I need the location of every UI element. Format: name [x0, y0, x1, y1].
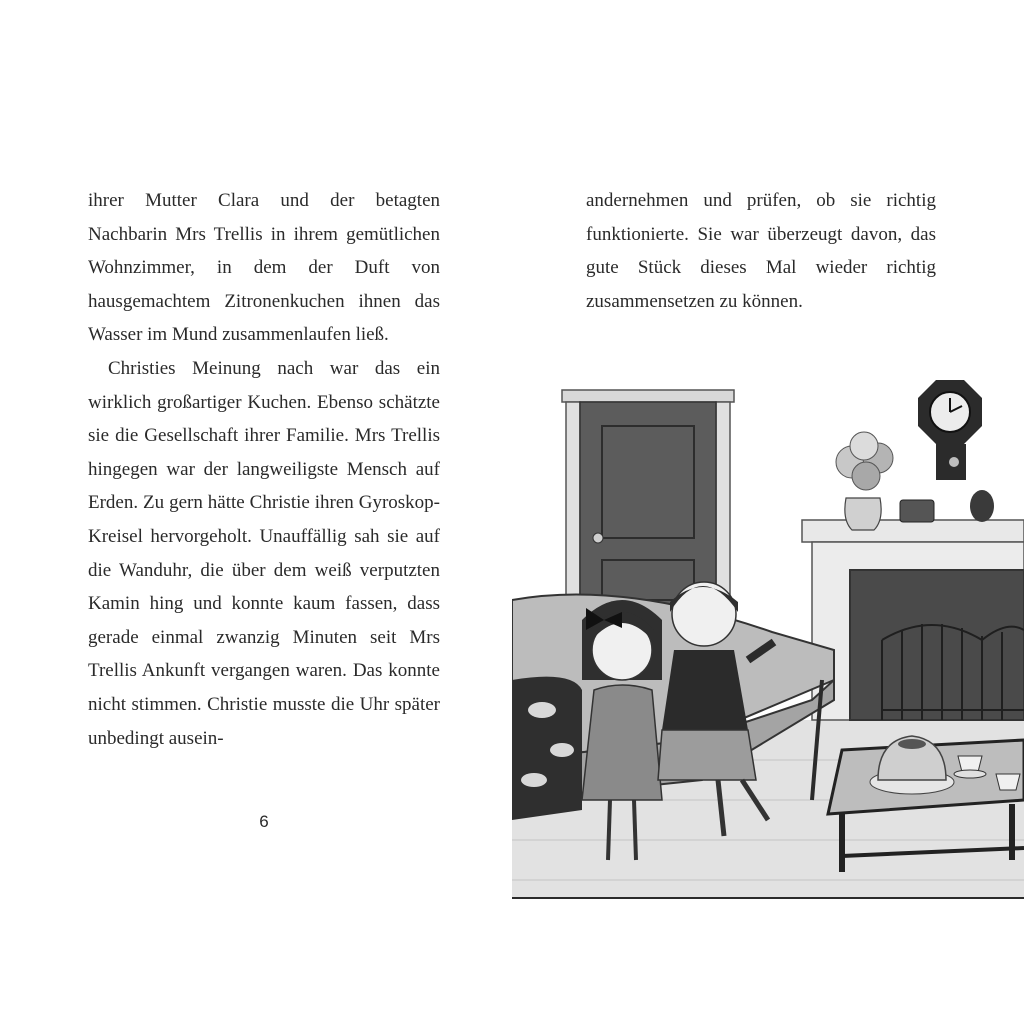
right-text-column: [586, 184, 936, 318]
door-lintel: [562, 390, 734, 402]
paragraph-2: Christies Meinung nach war das ein wirklich großartiger Kuchen. Ebenso schätzte sie die Gesellschaft ihrer Familie. Mrs Trellis hingegen war der langweiligste Mensch auf Erden. Zu gern hätte Christie ihren Gyroskop-Kreisel hervorgeholt. Unauffällig sah sie auf die Wanduhr, die über dem weiß verputzten Kamin hing und konnte kaum fassen, dass gerade einmal zwanzig Minuten seit Mrs Trellis Ankunft vergangen waren. Das konnte nicht stimmen. Christie musste die Uhr später unbedingt ausein-: [88, 357, 440, 749]
page-number: 6: [259, 812, 269, 831]
illustration-svg: [512, 380, 1024, 900]
door-frame-left: [566, 402, 580, 614]
left-text-column: [88, 184, 440, 755]
living-room-illustration: [512, 380, 1024, 900]
paragraph-3: andernehmen und prüfen, ob sie richtig funktionierte. Sie war überzeugt davon, das gute Stück dieses Mal wieder richtig zusammensetzen zu können.: [586, 190, 936, 312]
right-page: [512, 0, 1024, 1024]
door-knob-icon: [593, 533, 603, 543]
door: [580, 402, 716, 614]
door-frame-right: [716, 402, 730, 614]
paragraph-1: ihrer Mutter Clara und der betagten Nachbarin Mrs Trellis in ihrem gemütlichen Wohnzimmer, in dem der Duft von hausgemachtem Zitronenkuchen ihnen das Wasser im Mund zusammenlaufen ließ.: [88, 190, 440, 346]
